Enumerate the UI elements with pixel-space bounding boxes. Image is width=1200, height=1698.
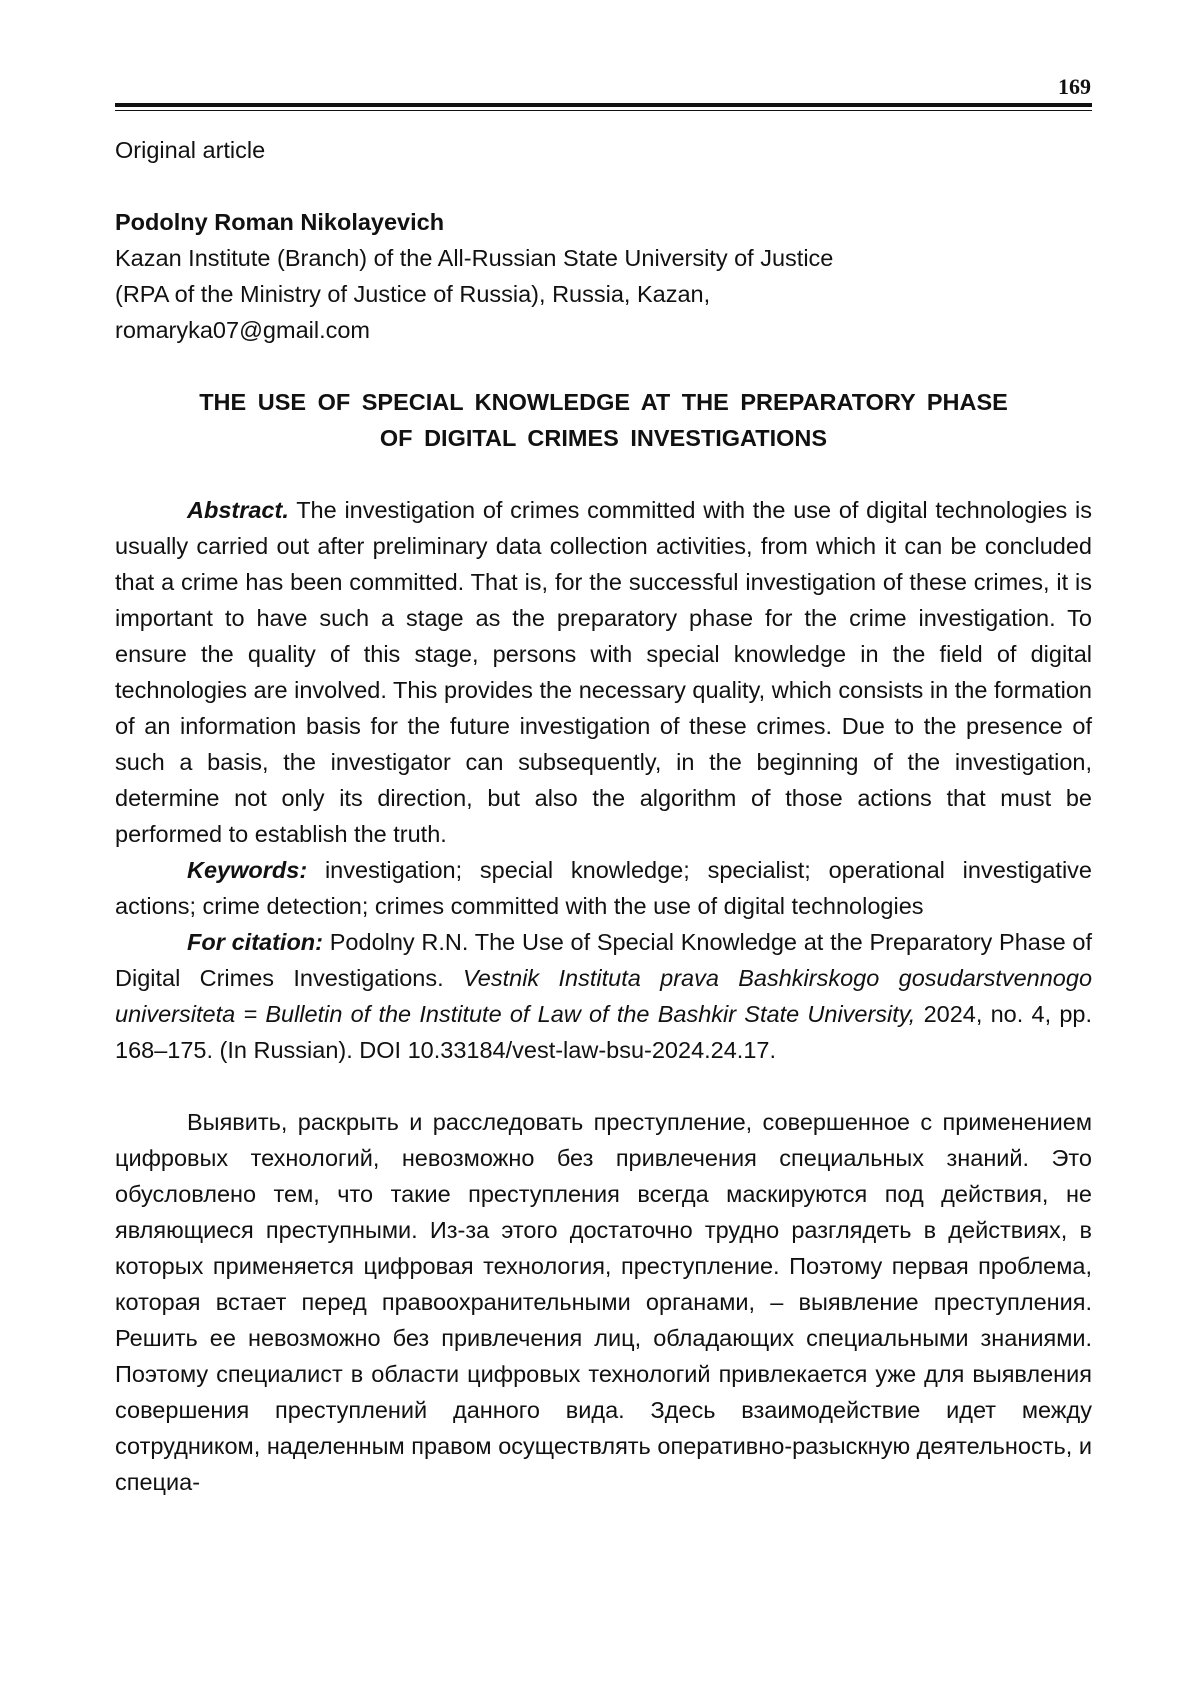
abstract-section [115,492,1092,1068]
article-content [115,132,1092,1500]
author-block [115,204,1092,348]
citation-paragraph [115,924,1092,1068]
header-rule-thick [115,103,1092,107]
article-type: Original article [115,137,266,163]
keywords-label: Keywords: [187,857,308,883]
article-title [115,384,1092,456]
abstract-text: The investigation of crimes committed with the use of digital technologies is usually carried out after preliminary data collection activities, from which it can be concluded that a crime has been committed. That is, for the successful investigation of these crimes, it is important to have such a stage as the preparatory phase for the crime investigation. To ensure the quality of this stage, persons with special knowledge in the field of digital technologies are involved. This provides the necessary quality, which consists in the formation of an information basis for the future investigation of these crimes. Due to the presence of such a basis, the investigator can subsequently, in the beginning of the investigation, determine not only its direction, but also the algorithm of those actions that must be performed to establish the truth. [115,497,1092,847]
page-number: 169 [1058,74,1091,99]
abstract-label: Abstract. [187,497,289,523]
keywords-text: investigation; special knowledge; specialist; operational investigative actions; crime detection; crimes committed with the use of digital technologies [115,857,1092,919]
citation-journal: Vestnik Instituta prava Bashkirskogo gosudarstvennogo universiteta = Bulletin of the Institute of Law of the Bashkir State University, [115,965,1093,1027]
citation-text-end: 2024, no. 4, pp. 168–175. (In Russian). DOI 10.33184/vest-law-bsu-2024.24.17. [115,1001,1092,1063]
abstract-paragraph [115,492,1092,852]
citation-label: For citation: [187,929,323,955]
keywords-paragraph [115,852,1092,924]
author-email: romaryka07@gmail.com [115,317,371,343]
author-name: Podolny Roman Nikolayevich [115,209,445,235]
header-rule-thin [115,110,1092,111]
article-title-line1: THE USE OF SPECIAL KNOWLEDGE AT THE PREPARATORY PHASE [199,389,1008,415]
citation-text-start: Podolny R.N. The Use of Special Knowledge at the Preparatory Phase of Digital Crimes Investigations. [115,929,1092,991]
article-title-line2: OF DIGITAL CRIMES INVESTIGATIONS [379,425,828,451]
body-section [115,1104,1092,1500]
author-affiliation-line2: (RPA of the Ministry of Justice of Russia), Russia, Kazan, [115,281,711,307]
body-paragraph: Выявить, раскрыть и расследовать преступление, совершенное с применением цифровых технологий, невозможно без привлечения специальных знаний. Это обусловлено тем, что такие преступления всегда маскируются под действия, не являющиеся преступными. Из-за этого достаточно трудно разглядеть в действиях, в которых применяется цифровая технология, преступление. Поэтому первая проблема, которая встает перед правоохранительными органами, – выявление преступления. Решить ее невозможно без привлечения лиц, обладающих специальными знаниями. Поэтому специалист в области цифровых технологий привлекается уже для выявления совершения преступлений данного вида. Здесь взаимодействие идет между сотрудником, наделенным правом осуществлять оперативно-разыскную деятельность, и специа- [115,1109,1092,1495]
author-affiliation-line1: Kazan Institute (Branch) of the All-Russian State University of Justice [115,245,834,271]
